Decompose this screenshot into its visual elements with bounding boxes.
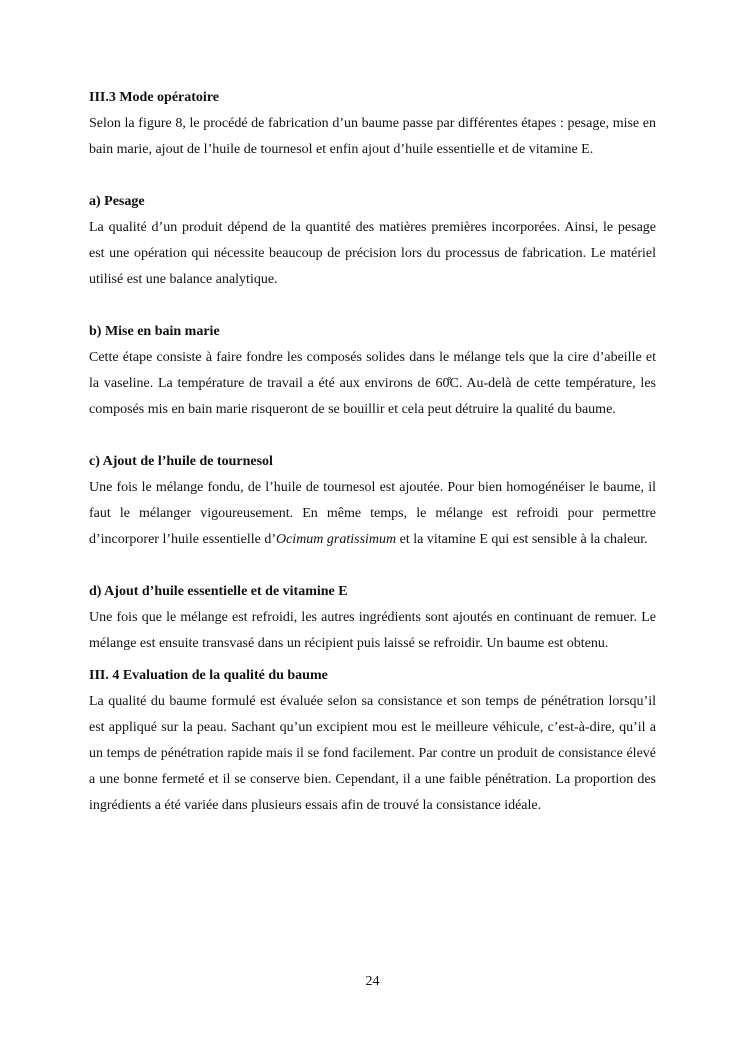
section-huile-essentielle xyxy=(89,579,656,657)
document-page xyxy=(89,85,656,819)
section-bain-marie xyxy=(89,319,656,423)
section-huile-tournesol xyxy=(89,449,656,553)
section-heading: III.3 Mode opératoire xyxy=(89,90,219,105)
section-heading: c) Ajout de l’huile de tournesol xyxy=(89,454,273,469)
paragraph: La qualité d’un produit dépend de la quantité des matières premières incorporées. Ainsi, le pesage est une opération qui nécessite beaucoup de précision lors du processus de fabrication. Le matériel utilisé est une balance analytique. xyxy=(89,220,656,287)
paragraph-text: et la vitamine E qui est sensible à la chaleur. xyxy=(396,532,648,547)
section-pesage xyxy=(89,189,656,293)
paragraph: La qualité du baume formulé est évaluée selon sa consistance et son temps de pénétration lorsqu’il est appliqué sur la peau. Sachant qu’un excipient mou est le meilleure véhicule, c’est-à-dire, qu’il a un temps de pénétration rapide mais il se fond facilement. Par contre un produit de consistance élevé a une bonne fermeté et il se conserve bien. Cependant, il a une faible pénétration. La proportion des ingrédients a été variée dans plusieurs essais afin de trouvé la consistance idéale. xyxy=(89,694,656,813)
section-heading: III. 4 Evaluation de la qualité du baume xyxy=(89,668,328,683)
species-name: Ocimum gratissimum xyxy=(275,532,397,547)
section-evaluation xyxy=(89,663,656,819)
section-heading: b) Mise en bain marie xyxy=(89,324,220,339)
paragraph: Cette étape consiste à faire fondre les composés solides dans le mélange tels que la cire d’abeille et la vaseline. La température de travail a été aux environs de 60̊C. Au-delà de cette température, les composés mis en bain marie risqueront de se bouillir et cela peut détruire la qualité du baume. xyxy=(89,350,656,417)
section-heading: a) Pesage xyxy=(89,194,145,209)
page-number: 24 xyxy=(365,974,380,989)
paragraph-text: Une fois le mélange fondu, de l’huile de tournesol est ajoutée. Pour bien homogénéiser le baume, il faut le mélanger vigoureusement. En même temps, le mélange est refroidi pour permettre d’incorporer l’huile essentielle d’ xyxy=(89,480,656,547)
paragraph xyxy=(89,475,656,553)
section-heading: d) Ajout d’huile essentielle et de vitamine E xyxy=(89,584,348,599)
paragraph: Selon la figure 8, le procédé de fabrication d’un baume passe par différentes étapes : pesage, mise en bain marie, ajout de l’huile de tournesol et enfin ajout d’huile essentielle et de vitamine E. xyxy=(89,116,656,157)
paragraph: Une fois que le mélange est refroidi, les autres ingrédients sont ajoutés en continuant de remuer. Le mélange est ensuite transvasé dans un récipient puis laissé se refroidir. Un baume est obtenu. xyxy=(89,610,656,651)
section-mode-operatoire xyxy=(89,85,656,163)
